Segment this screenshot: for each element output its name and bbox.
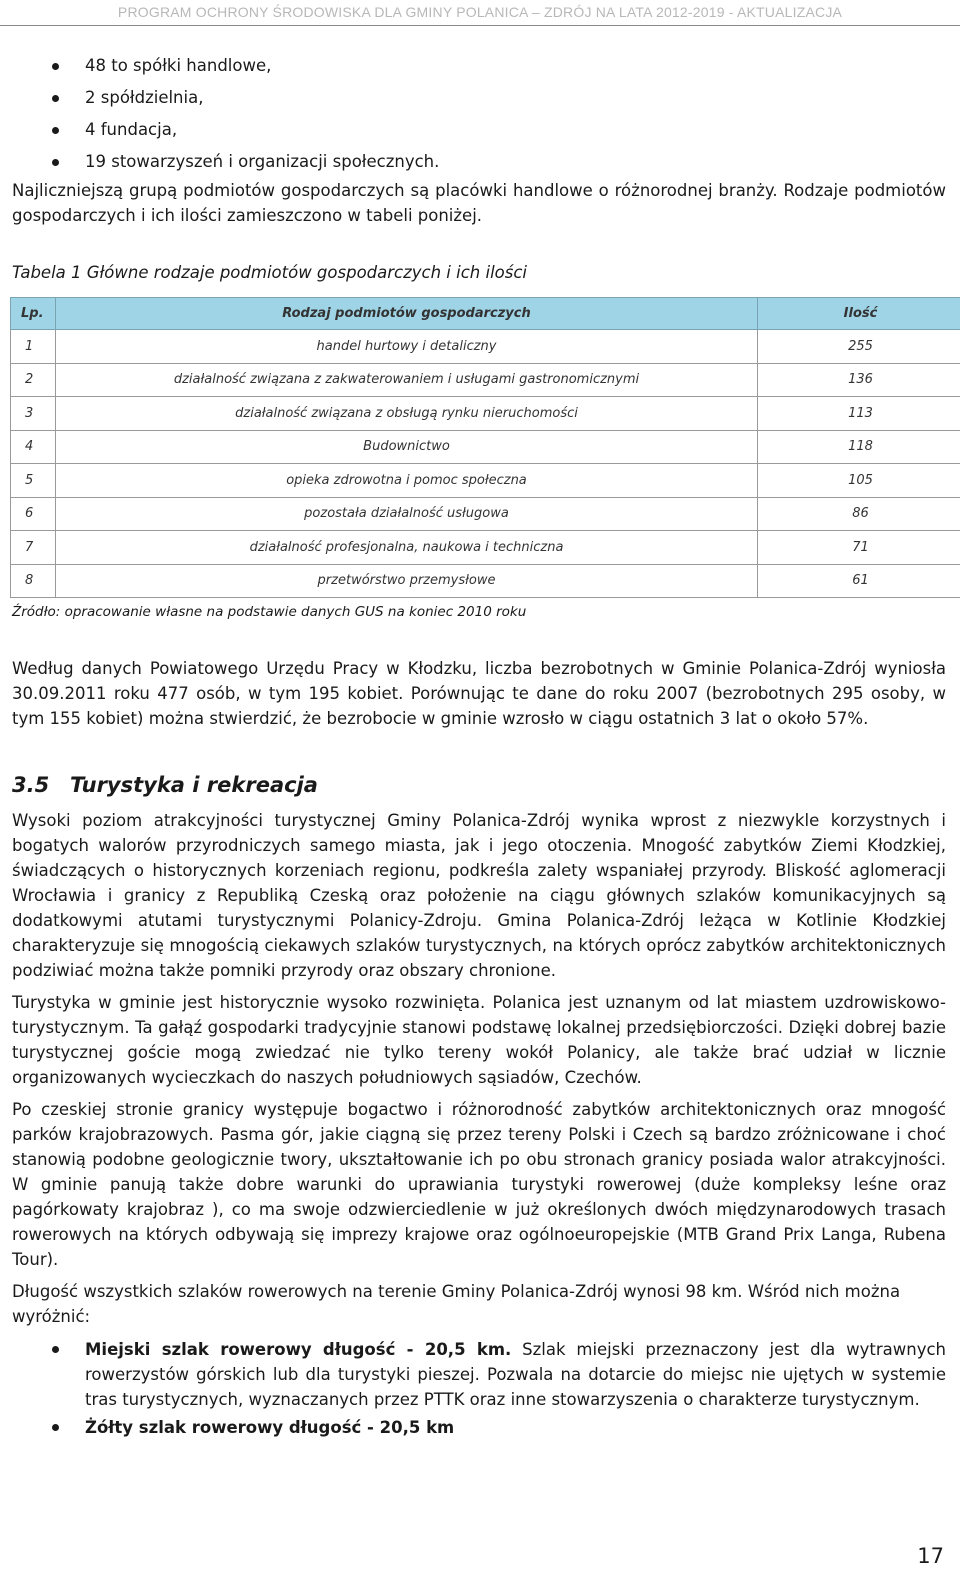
business-types-table: [10, 297, 960, 598]
cell-type: pozostała działalność usługowa: [56, 497, 758, 531]
entity-list: [12, 50, 946, 178]
section-paragraph: Po czeskiej stronie granicy występuje bogactwo i różnorodność zabytków architektonicznych oraz mnogość parków krajobrazowych. Pasma gór, jakie ciągną się przez tereny Polski i Czech są bardzo zróżnicowane i choć stanowią podobne geologicznie twory, ukształtowanie ich po obu stronach granicy posiada walor atrakcyjności. W gminie panują także dobre warunki do uprawiania turystyki rowerowej (duże kompleksy leśne oraz pagórkowaty krajobraz ), co ma swoje odzwierciedlenie w już określonych dwóch międzynarodowych trasach rowerowych na których odbywają się imprezy krajowe oraz ogólnoeuropejskie (MTB Grand Prix Langa, Rubena Tour).: [12, 1100, 946, 1269]
section-paragraph: Wysoki poziom atrakcyjności turystycznej Gminy Polanica-Zdrój wynika wprost z niezwykle korzystnych i bogatych walorów przyrodniczych samego miasta, jak i jego otoczenia. Mnogość zabytków Ziemi Kłodzkiej, świadczących o historycznych korzeniach regionu, podkreśla zalety wspaniałej przyrody. Bliskość aglomeracji Wrocławia i granicy z Republiką Czeską oraz położenie na ciągu głównych szlaków komunikacyjnych są dodatkowymi atutami turystycznymi Polanicy-Zdroju. Gmina Polanica-Zdrój leżąca w Kotlinie Kłodzkiej charakteryzuje się mnogością ciekawych szlaków turystycznych, na których oprócz zabytków architektonicznych podziwiać można także pomniki przyrody oraz obszary chronione.: [12, 811, 946, 980]
trail-name: Żółty szlak rowerowy długość - 20,5 km: [85, 1418, 455, 1437]
intro-paragraph: Najliczniejszą grupą podmiotów gospodarczych są placówki handlowe o różnorodnej branży. Rodzaje podmiotów gospodarczych i ich ilości zamieszczono w tabeli poniżej.: [12, 181, 946, 225]
section-number: 3.5: [12, 773, 50, 797]
list-item: [12, 1337, 946, 1412]
trail-description: Szlak miejski przeznaczony jest dla wytrawnych rowerzystów górskich lub dla turystyki pieszej. Pozwala na dotarcie do miejsc nie ujętych w systemie tras turystycznych, wyznaczanych przez PTTK oraz inne stowarzyszenia o charakterze turystycznym.: [85, 1340, 946, 1409]
cell-lp: 1: [11, 330, 56, 364]
cell-type: Budownictwo: [56, 430, 758, 464]
list-item: 48 to spółki handlowe,: [12, 50, 946, 82]
page-number: 17: [917, 1544, 944, 1568]
list-item: [12, 1415, 946, 1440]
section-heading: [12, 770, 946, 800]
cell-lp: 2: [11, 363, 56, 397]
cell-qty: 105: [758, 464, 960, 498]
cell-qty: 255: [758, 330, 960, 364]
table-row: [11, 397, 960, 431]
table-row: [11, 464, 960, 498]
cell-qty: 136: [758, 363, 960, 397]
cell-qty: 113: [758, 397, 960, 431]
cell-qty: 118: [758, 430, 960, 464]
trail-list: [12, 1337, 946, 1440]
table-row: [11, 531, 960, 565]
running-header: PROGRAM OCHRONY ŚRODOWISKA DLA GMINY POLANICA – ZDRÓJ NA LATA 2012-2019 - AKTUALIZACJA: [0, 0, 960, 26]
cell-qty: 61: [758, 564, 960, 598]
table-row: [11, 497, 960, 531]
unemployment-paragraph: Według danych Powiatowego Urzędu Pracy w Kłodzku, liczba bezrobotnych w Gminie Polanica-Zdrój wyniosła 30.09.2011 roku 477 osób, w tym 195 kobiet. Porównując te dane do roku 2007 (bezrobotnych 295 osoby, w tym 155 kobiet) można stwierdzić, że bezrobocie w gminie wzrosło w ciągu ostatnich 3 lat o około 57%.: [12, 659, 946, 728]
table-row: [11, 363, 960, 397]
section-paragraph: Turystyka w gminie jest historycznie wysoko rozwinięta. Polanica jest uznanym od lat miastem uzdrowiskowo-turystycznym. Ta gałąź gospodarki tradycyjnie stanowi podstawę lokalnej przedsiębiorczości. Dzięki dobrej bazie turystycznej goście mogą zwiedzać nie tylko tereny wokół Polanicy, ale także brać udział w licznie organizowanych wycieczkach do naszych południowych sąsiadów, Czechów.: [12, 993, 946, 1087]
cell-type: działalność związana z obsługą rynku nieruchomości: [56, 397, 758, 431]
cell-qty: 71: [758, 531, 960, 565]
table-header-row: [11, 298, 960, 330]
cell-lp: 6: [11, 497, 56, 531]
list-item: 2 spółdzielnia,: [12, 82, 946, 114]
list-item: 4 fundacja,: [12, 114, 946, 146]
section-title: Turystyka i rekreacja: [70, 773, 318, 797]
column-header-type: Rodzaj podmiotów gospodarczych: [56, 298, 758, 330]
cell-type: opieka zdrowotna i pomoc społeczna: [56, 464, 758, 498]
list-item: 19 stowarzyszeń i organizacji społecznych.: [12, 146, 946, 178]
table-source: Źródło: opracowanie własne na podstawie danych GUS na koniec 2010 roku: [12, 604, 527, 620]
page-content: [12, 50, 946, 1440]
cell-lp: 4: [11, 430, 56, 464]
cell-lp: 8: [11, 564, 56, 598]
table-row: [11, 330, 960, 364]
table-caption: Tabela 1 Główne rodzaje podmiotów gospodarczych i ich ilości: [12, 263, 528, 282]
cell-type: działalność związana z zakwaterowaniem i usługami gastronomicznymi: [56, 363, 758, 397]
table-row: [11, 564, 960, 598]
cell-lp: 7: [11, 531, 56, 565]
cell-lp: 5: [11, 464, 56, 498]
cell-qty: 86: [758, 497, 960, 531]
cell-type: działalność profesjonalna, naukowa i techniczna: [56, 531, 758, 565]
trail-name: Miejski szlak rowerowy długość - 20,5 km.: [85, 1340, 512, 1359]
section-paragraph: Długość wszystkich szlaków rowerowych na terenie Gminy Polanica-Zdrój wynosi 98 km. Wśród nich można wyróżnić:: [12, 1282, 901, 1326]
cell-type: handel hurtowy i detaliczny: [56, 330, 758, 364]
cell-type: przetwórstwo przemysłowe: [56, 564, 758, 598]
column-header-lp: Lp.: [11, 298, 56, 330]
table-row: [11, 430, 960, 464]
column-header-qty: Ilość: [758, 298, 960, 330]
cell-lp: 3: [11, 397, 56, 431]
